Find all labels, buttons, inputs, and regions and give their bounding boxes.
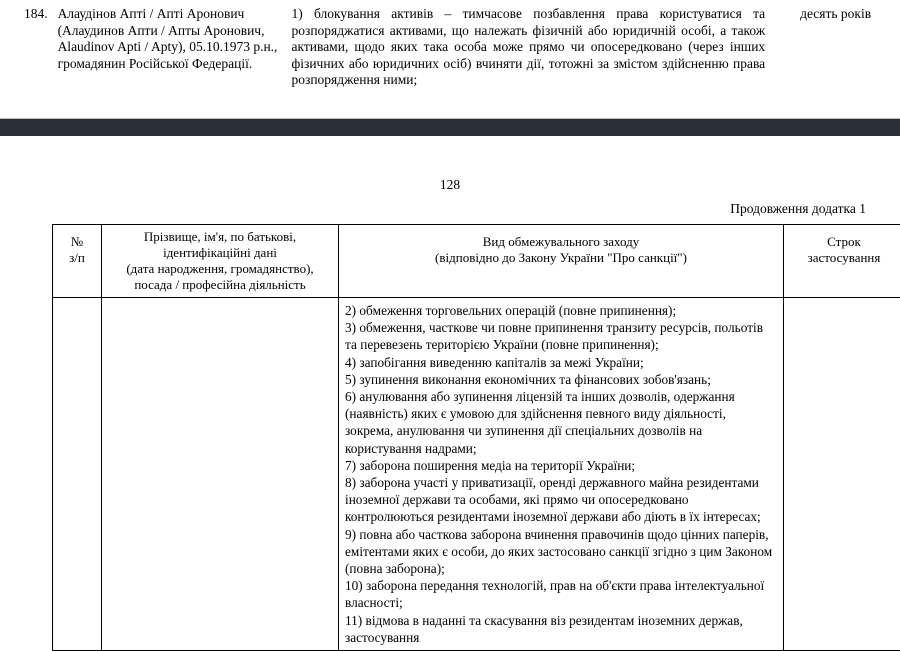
cell-name <box>102 298 339 651</box>
table-header <box>53 225 900 298</box>
column-header-number-line1: № <box>71 234 83 249</box>
page-separator-gap <box>0 136 900 152</box>
cell-term <box>784 298 900 651</box>
measure-item: 5) зупинення виконання економічних та фінансових зобов'язань; <box>345 371 777 388</box>
row-person-details: Алаудінов Апті / Апті Аронович (Алаудинов Апти / Апты Аронович, Alaudinov Apti / Apty), 05.10.1973 р.н., громадянин Російської Федерації. <box>56 6 284 72</box>
column-header-name-line4: посада / професійна діяльність <box>134 277 305 292</box>
measure-item: 3) обмеження, часткове чи повне припинення транзиту ресурсів, польотів та перевезень територією України (повне припинення); <box>345 319 777 353</box>
previous-page-fragment <box>0 0 900 118</box>
page-separator-band <box>0 119 900 136</box>
sanctions-table <box>52 224 900 651</box>
table-row <box>53 298 900 651</box>
measure-item: 10) заборона передання технологій, прав на об'єкти права інтелектуальної власності; <box>345 577 777 611</box>
column-header-term <box>784 225 900 298</box>
page-number: 128 <box>0 152 900 194</box>
measure-item: 6) анулювання або зупинення ліцензій та інших дозволів, одержання (наявність) яких є умовою для здійснення певного виду діяльності, зокрема, анулювання чи зупинення дії спеціальних дозволів на користування надрами; <box>345 388 777 457</box>
row-number: 184. <box>0 6 56 23</box>
column-header-name-line1: Прізвище, ім'я, по батькові, <box>144 229 296 244</box>
continuation-label: Продовження додатка 1 <box>0 194 900 218</box>
measure-item: 8) заборона участі у приватизації, оренді державного майна резидентами іноземної держави та особами, які прямо чи опосередковано контролюються резидентами іноземної держави або діють в їх інтересах; <box>345 474 777 526</box>
column-header-number <box>53 225 102 298</box>
column-header-number-line2: з/п <box>69 250 85 265</box>
table-row <box>0 0 900 89</box>
measure-item: 2) обмеження торговельних операцій (повне припинення); <box>345 302 777 319</box>
table-body <box>53 298 900 651</box>
measure-item: 9) повна або часткова заборона вчинення правочинів щодо цінних паперів, емітентами яких є особи, до яких застосовано санкції згідно з цим Законом (повна заборона); <box>345 526 777 578</box>
column-header-measure-line2: (відповідно до Закону України "Про санкції") <box>435 250 687 265</box>
page-128 <box>0 152 900 544</box>
row-measure-text: 1) блокування активів – тимчасове позбавлення права користуватися та розпоряджатися активами, що належать фізичній або юридичній особі, а також активами, щодо яких така особа може прямо чи опосередковано (через інших фізичних або юридичних осіб) вчиняти дії, тотожні за змістом здійсненню права розпорядження ними; <box>284 6 772 89</box>
column-header-measure-line1: Вид обмежувального заходу <box>483 234 640 249</box>
column-header-term-line1: Строк <box>827 234 861 249</box>
column-header-name-line2: ідентифікаційні дані <box>163 245 277 260</box>
measure-item: 4) запобігання виведенню капіталів за межі України; <box>345 354 777 371</box>
measure-item: 7) заборона поширення медіа на території України; <box>345 457 777 474</box>
column-header-term-line2: застосування <box>808 250 881 265</box>
row-term: десять років <box>771 6 900 23</box>
cell-measures <box>339 298 784 651</box>
table-header-row <box>53 225 900 298</box>
measure-item: 11) відмова в наданні та скасування віз резидентам іноземних держав, застосування <box>345 612 777 646</box>
column-header-measure <box>339 225 784 298</box>
cell-number <box>53 298 102 651</box>
column-header-name-line3: (дата народження, громадянство), <box>126 261 313 276</box>
column-header-name <box>102 225 339 298</box>
